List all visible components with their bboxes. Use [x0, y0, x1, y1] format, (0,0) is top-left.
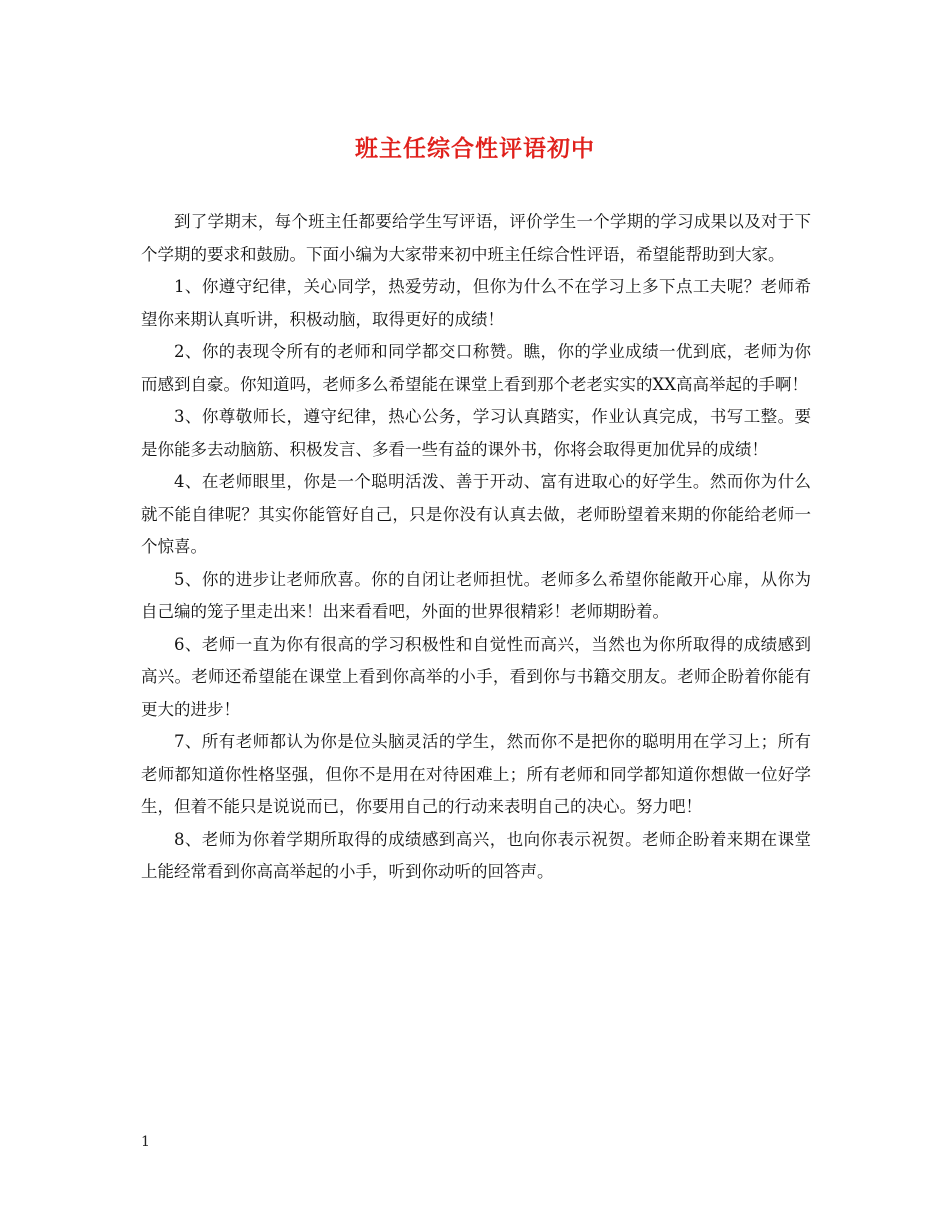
- comment-paragraph-6: 6、老师一直为你有很高的学习积极性和自觉性而高兴，当然也为你所取得的成绩感到高兴。老师还希望能在课堂上看到你高举的小手，看到你与书籍交朋友。老师企盼着你能有更大的进步！: [141, 634, 811, 719]
- comment-paragraph-5: 5、你的进步让老师欣喜。你的自闭让老师担忧。老师多么希望你能敞开心扉，从你为自己编的笼子里走出来！出来看看吧，外面的世界很精彩！老师期盼着。: [141, 569, 811, 621]
- comment-paragraph-4: 4、在老师眼里，你是一个聪明活泼、善于开动、富有进取心的好学生。然而你为什么就不能自律呢？其实你能管好自己，只是你没有认真去做，老师盼望着来期的你能给老师一个惊喜。: [141, 472, 811, 556]
- comment-paragraph-1: 1、你遵守纪律，关心同学，热爱劳动，但你为什么不在学习上多下点工夫呢？老师希望你来期认真听讲，积极动脑，取得更好的成绩！: [141, 277, 811, 329]
- intro-paragraph: 到了学期末，每个班主任都要给学生写评语，评价学生一个学期的学习成果以及对于下个学期的要求和鼓励。下面小编为大家带来初中班主任综合性评语，希望能帮助到大家。: [141, 212, 811, 264]
- page-number: 1: [141, 1134, 150, 1150]
- comment-paragraph-2: 2、你的表现令所有的老师和同学都交口称赞。瞧，你的学业成绩一优到底，老师为你而感到自豪。你知道吗，老师多么希望能在课堂上看到那个老老实实的XX高高举起的手啊！: [141, 342, 811, 394]
- document-title: 班主任综合性评语初中: [355, 135, 595, 162]
- comment-paragraph-8: 8、老师为你着学期所取得的成绩感到高兴，也向你表示祝贺。老师企盼着来期在课堂上能经常看到你高高举起的小手，听到你动听的回答声。: [141, 829, 811, 881]
- document-body: [141, 206, 811, 889]
- comment-paragraph-7: 7、所有老师都认为你是位头脑灵活的学生，然而你不是把你的聪明用在学习上；所有老师都知道你性格坚强，但你不是用在对待困难上；所有老师和同学都知道你想做一位好学生，但着不能只是说说而已，你要用自己的行动来表明自己的决心。努力吧！: [141, 732, 811, 816]
- comment-paragraph-3: 3、你尊敬师长，遵守纪律，热心公务，学习认真踏实，作业认真完成，书写工整。要是你能多去动脑筋、积极发言、多看一些有益的课外书，你将会取得更加优异的成绩！: [141, 407, 811, 459]
